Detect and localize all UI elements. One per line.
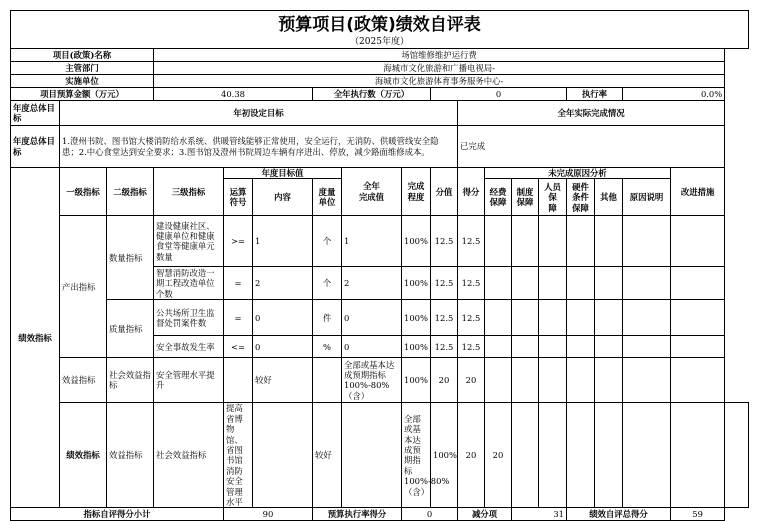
indicator-value: 0 [342, 300, 402, 336]
header-reason-funding: 经费 保障 [485, 179, 512, 216]
perf-indicators-label-1: 绩效指标 [11, 168, 60, 508]
reason-cell [623, 336, 671, 358]
header-level2: 二级指标 [107, 168, 154, 216]
rate-label: 执行率 [567, 88, 623, 101]
reason-cell [595, 300, 623, 336]
reason-cell [567, 216, 595, 267]
form-year: （2025年度） [350, 37, 409, 47]
indicator-degree: 100% [402, 358, 431, 403]
header-measure: 改进措施 [671, 168, 725, 216]
indicator-score: 12.5 [458, 300, 485, 336]
indicator-score: 12.5 [458, 267, 485, 300]
exec-value: 0 [431, 88, 567, 101]
header-content: 内容 [253, 179, 313, 216]
reason-cell [567, 336, 595, 358]
reason-cell [567, 300, 595, 336]
header-reason-staff: 人员保 障 [539, 179, 567, 216]
reason-cell [595, 267, 623, 300]
indicator-degree: 100% [402, 300, 431, 336]
indicator-score: 12.5 [458, 336, 485, 358]
reason-cell [623, 267, 671, 300]
reason-cell [623, 216, 671, 267]
reason-cell [512, 336, 539, 358]
header-level3: 三级指标 [154, 168, 224, 216]
measure-cell [671, 267, 725, 300]
budget-value: 40.38 [154, 88, 313, 101]
indicator-name: 建设健康社区、健康单位和健康食堂等健康单元数量 [154, 216, 224, 267]
header-level1: 一级指标 [60, 168, 107, 216]
indicator-op [224, 358, 253, 403]
header-target-group: 年度目标值 [224, 168, 342, 179]
measure-cell [671, 358, 725, 403]
indicator-unit: 个 [313, 216, 342, 267]
actual-goal-header: 全年实际完成情况 [458, 101, 725, 126]
header-op: 运算 符号 [224, 179, 253, 216]
reason-cell [512, 267, 539, 300]
reason-cell [623, 300, 671, 336]
indicator-name: 安全事故发生率 [154, 336, 224, 358]
reason-cell [567, 403, 595, 508]
reason-cell [595, 358, 623, 403]
reason-cell [567, 267, 595, 300]
indicator-unit [313, 358, 342, 403]
header-unit: 度量 单位 [313, 179, 342, 216]
header-reason-system: 制度 保障 [512, 179, 539, 216]
indicator-content: 0 [253, 300, 313, 336]
deduction-label: 减分项 [458, 508, 512, 521]
header-reason-hardware: 硬件 条件 保障 [567, 179, 595, 216]
reason-cell [623, 358, 671, 403]
effect-indicator-label-2: 效益指标 [107, 403, 154, 508]
indicator-weight: 20 [431, 358, 458, 403]
reason-cell [539, 358, 567, 403]
overall-goal-label: 年度总体目标 [11, 101, 60, 126]
reason-cell [539, 336, 567, 358]
indicator-weight: 12.5 [431, 267, 458, 300]
evaluation-sheet [10, 10, 749, 520]
indicator-unit: % [313, 336, 342, 358]
indicator-weight: 20 [458, 403, 485, 508]
reason-cell [671, 403, 725, 508]
indicator-unit [342, 403, 402, 508]
indicator-name: 公共场所卫生监督处罚案件数 [154, 300, 224, 336]
reason-cell [485, 358, 512, 403]
overall-goal-label-2: 年度总体目标 [11, 126, 60, 168]
measure-cell [671, 216, 725, 267]
effect-indicator-label: 效益指标 [60, 358, 107, 403]
header-reason-note: 原因说明 [623, 179, 671, 216]
indicator-op: >= [224, 216, 253, 267]
reason-cell [539, 267, 567, 300]
reason-cell [512, 358, 539, 403]
indicator-degree: 100% [402, 216, 431, 267]
unit-label: 实施单位 [11, 75, 154, 88]
reason-cell [485, 267, 512, 300]
indicator-weight: 12.5 [431, 336, 458, 358]
header-weight: 分值 [431, 168, 458, 216]
reason-cell [539, 403, 567, 508]
quantity-indicator-label: 数量指标 [107, 216, 154, 300]
indicator-content: 2 [253, 267, 313, 300]
indicator-name: 智慧消防改造一期工程改造单位个数 [154, 267, 224, 300]
reason-cell [595, 216, 623, 267]
budget-exec-score-label: 预算执行率得分 [313, 508, 402, 521]
indicator-degree: 100% [402, 336, 431, 358]
indicator-weight: 12.5 [431, 300, 458, 336]
header-reason-group: 未完成原因分析 [485, 168, 671, 179]
indicator-degree: 100% [431, 403, 458, 508]
indicator-value: 全部或基本达成预期指标100%-80%（含） [342, 358, 402, 403]
project-name-label: 项目(政策)名称 [11, 49, 154, 62]
output-indicator-label: 产出指标 [60, 216, 107, 358]
deduction-value: 31 [512, 508, 567, 521]
plan-goal-header: 年初设定目标 [60, 101, 458, 126]
reason-cell [485, 216, 512, 267]
indicator-name: 提高省博物馆、省图书馆消防安全管理水平 [224, 403, 253, 508]
indicator-op: <= [224, 336, 253, 358]
indicator-score: 20 [458, 358, 485, 403]
reason-cell [512, 300, 539, 336]
reason-cell [485, 336, 512, 358]
indicator-value: 全部或基本达成预期指标100%-80%（含） [402, 403, 431, 508]
exec-label: 全年执行数（万元） [313, 88, 431, 101]
indicator-score: 20 [485, 403, 512, 508]
budget-exec-score-value: 0 [402, 508, 458, 521]
indicator-op: = [224, 300, 253, 336]
indicator-value: 1 [342, 216, 402, 267]
social-effect-label-2: 社会效益指标 [154, 403, 224, 508]
indicator-content: 1 [253, 216, 313, 267]
indicator-op [253, 403, 313, 508]
project-name: 场馆维修维护运行费 [154, 49, 725, 62]
budget-label: 项目预算金额（万元） [11, 88, 154, 101]
measure-cell [671, 336, 725, 358]
header-degree: 完成 程度 [402, 168, 431, 216]
subtotal-value: 90 [224, 508, 313, 521]
form-title: 预算项目(政策)绩效自评表 [278, 15, 481, 35]
indicator-value: 0 [342, 336, 402, 358]
reason-cell [595, 403, 623, 508]
total-score-label: 绩效自评总得分 [567, 508, 671, 521]
reason-cell [539, 300, 567, 336]
header-reason-other: 其他 [595, 179, 623, 216]
quality-indicator-label: 质量指标 [107, 300, 154, 358]
reason-cell [623, 403, 671, 508]
header-full-value: 全年 完成值 [342, 168, 402, 216]
indicator-content: 较好 [253, 358, 313, 403]
unit-value: 海城市文化旅游体育事务服务中心- [154, 75, 725, 88]
title-box [10, 10, 749, 49]
indicator-content: 较好 [313, 403, 342, 508]
perf-indicators-label-2: 绩效指标 [60, 403, 107, 508]
measure-cell [725, 403, 749, 508]
plan-goal-text: 1.澄州书院、图书馆大楼消防给水系统、供暖管线能够正常使用，安全运行，无消防、供暖管线安全隐患；2.中心食堂达到安全要求；3.图书馆及澄州书院周边车辆有序进出、停放，减少路面维修成本。 [60, 126, 458, 168]
evaluation-table [10, 48, 749, 521]
indicator-value: 2 [342, 267, 402, 300]
indicator-degree: 100% [402, 267, 431, 300]
indicator-name: 安全管理水平提升 [154, 358, 224, 403]
indicator-content: 0 [253, 336, 313, 358]
reason-cell [567, 358, 595, 403]
header-score: 得分 [458, 168, 485, 216]
indicator-unit: 件 [313, 300, 342, 336]
indicator-score: 12.5 [458, 216, 485, 267]
reason-cell [512, 403, 539, 508]
reason-cell [539, 216, 567, 267]
total-score-value: 59 [671, 508, 725, 521]
actual-goal-text: 已完成 [458, 126, 725, 168]
reason-cell [595, 336, 623, 358]
reason-cell [512, 216, 539, 267]
indicator-op: = [224, 267, 253, 300]
indicator-weight: 12.5 [431, 216, 458, 267]
dept-value: 海城市文化旅游和广播电视局- [154, 62, 725, 75]
measure-cell [671, 300, 725, 336]
rate-value: 0.0% [623, 88, 725, 101]
reason-cell [485, 300, 512, 336]
social-effect-label: 社会效益指标 [107, 358, 154, 403]
subtotal-label: 指标自评得分小计 [11, 508, 224, 521]
indicator-unit: 个 [313, 267, 342, 300]
dept-label: 主管部门 [11, 62, 154, 75]
